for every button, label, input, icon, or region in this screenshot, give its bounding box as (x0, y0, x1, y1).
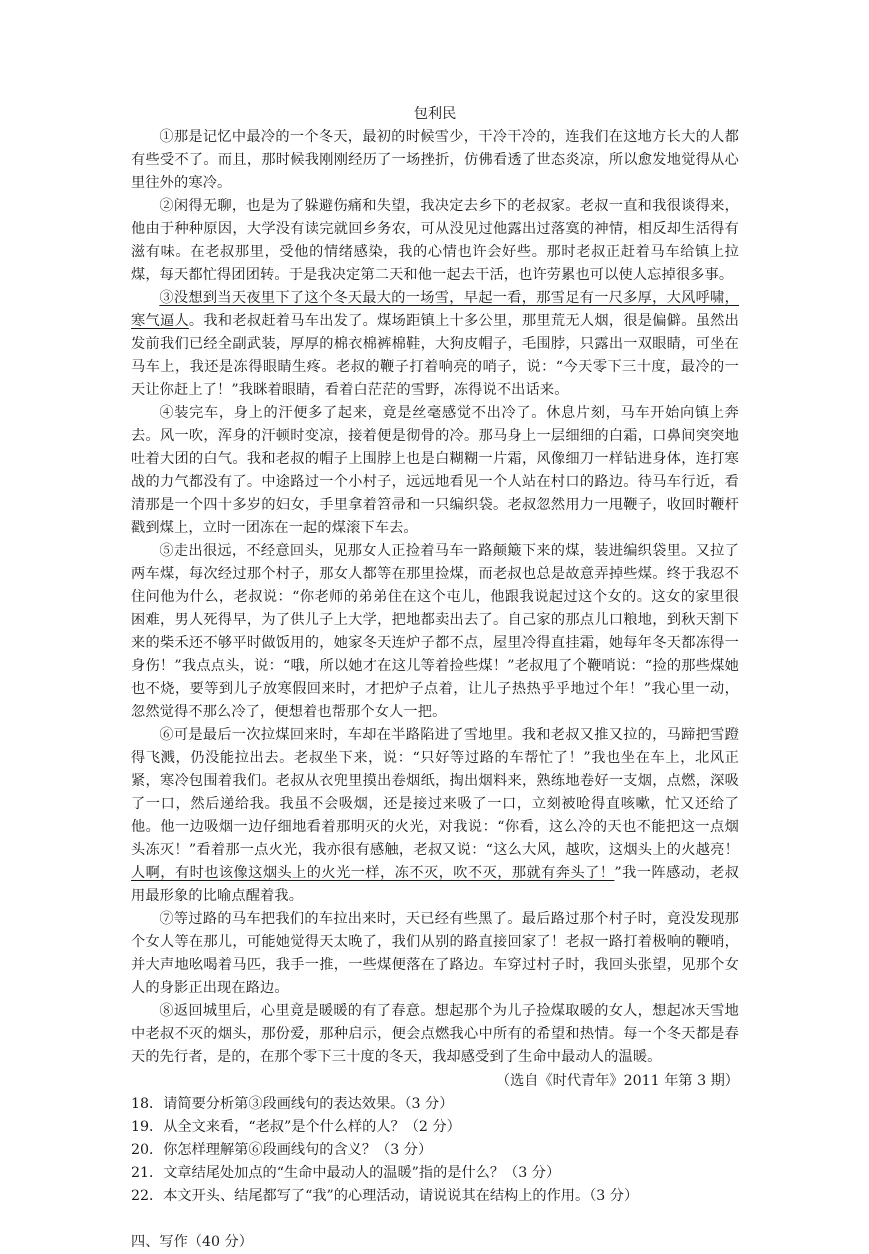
paragraph-7: ⑦等过路的马车把我们的车拉出来时，天已经有些黑了。最后路过那个村子时，竟没发现那个女人等在那儿，可能她觉得天太晚了，我们从别的路直接回家了！老叔一路打着极响的鞭哨，并大声地吆喝着马匹，我手一推，一些煤便落在了路边。车穿过村子时，我回头张望，见那个女人的身影正出现在路边。 (131, 911, 739, 996)
question-21: 21．文章结尾处加点的“生命中最动人的温暖”指的是什么？（3 分） (131, 1165, 561, 1181)
document-page (131, 103, 739, 1254)
paragraph-3 (131, 287, 739, 402)
paragraph-2: ②闲得无聊，也是为了躲避伤痛和失望，我决定去乡下的老叔家。老叔一直和我很谈得来，他由于种种原因，大学没有读完就回乡务农，可从没见过他露出过落寞的神情，相反却生活得有滋有味。在老叔那里，受他的情绪感染，我的心情也许会好些。那时老叔正赶着马车给镇上拉煤，每天都忙得团团转。于是我决定第二天和他一起去干活，也许劳累也可以使人忘掉很多事。 (131, 198, 739, 283)
underlined-sentence-3: ③没想到当天夜里下了这个冬天最大的一场雪，早起一看，那雪足有一尺多厚，大风呼啸，寒气逼人 (131, 290, 739, 329)
paragraph-8: ⑧返回城里后，心里竟是暖暖的有了春意。想起那个为儿子捡煤取暖的女人，想起冰天雪地中老叔不灭的烟头，那份爱，那种启示，便会点燃我心中所有的希望和热情。每一个冬天都是春天的先行者，是的，在那个零下三十度的冬天，我却感受到了生命中最动人的温暖。 (131, 1003, 739, 1065)
question-20: 20．你怎样理解第⑥段画线句的含义？（3 分） (131, 1142, 433, 1158)
author-name: 包利民 (413, 106, 457, 122)
source-citation: （选自《时代青年》2011 年第 3 期） (495, 1073, 739, 1089)
question-19: 19．从全文来看，“老叔”是个什么样的人？（2 分） (131, 1119, 461, 1135)
paragraph-4: ④装完车，身上的汗便多了起来，竟是丝毫感觉不出冷了。休息片刻，马车开始向镇上奔去。风一吹，浑身的汗顿时变凉，接着便是彻骨的冷。那马身上一层细细的白霜，口鼻间突突地吐着大团的白气。我和老叔的帽子上围脖上也是白糊糊一片霜，风像细刀一样钻进身体，连打寒战的力气都没有了。中途路过一个小村子，远远地看见一个人站在村口的路边。待马车行近，看清那是一个四十多岁的妇女，手里拿着笤帚和一只编织袋。老叔忽然用力一甩鞭子，收回时鞭杆戳到煤上，立时一团冻在一起的煤滚下车去。 (131, 405, 739, 536)
paragraph-1: ①那是记忆中最冷的一个冬天，最初的时候雪少，干冷干冷的，连我们在这地方长大的人都有些受不了。而且，那时候我刚刚经历了一场挫折，仿佛看透了世态炎凉，所以愈发地觉得从心里往外的寒冷。 (131, 129, 739, 191)
paragraph-5: ⑤走出很远，不经意回头，见那女人正捡着马车一路颠簸下来的煤，装进编织袋里。又拉了两车煤，每次经过那个村子，那女人都等在那里捡煤，而老叔也总是故意弄掉些煤。终于我忍不住问他为什么，老叔说：“你老师的弟弟住在这个屯儿，他跟我说起过这个女的。这女的家里很困难，男人死得早，为了供儿子上大学，把地都卖出去了。自己家的那点儿口粮地，到秋天割下来的柴禾还不够平时做饭用的，她家冬天连炉子都不点，屋里冷得直挂霜，她每年冬天都冻得一身伤！”我点点头，说：“哦，所以她才在这儿等着捡些煤！”老叔甩了个鞭哨说：“捡的那些煤她也不烧，要等到儿子放寒假回来时，才把炉子点着，让儿子热热乎乎地过个年！”我心里一动，忽然觉得不那么冷了，便想着也帮那个女人一把。 (131, 543, 739, 720)
paragraph-3-rest: 。我和老叔赶着马车出发了。煤场距镇上十多公里，那里荒无人烟，很是偏僻。虽然出发前我们已经全副武装，厚厚的棉衣棉裤棉鞋，大狗皮帽子，毛围脖，只露出一双眼睛，可坐在马车上，我还是冻得眼睛生疼。老叔的鞭子打着响亮的哨子，说：“今天零下三十度，最冷的一天让你赶上了！”我眯着眼睛，看着白茫茫的雪野，冻得说不出话来。 (131, 313, 739, 398)
section-heading: 四、写作（40 分） (131, 1234, 253, 1250)
question-22: 22．本文开头、结尾都写了“我”的心理活动，请说说其在结构上的作用。（3 分） (131, 1188, 639, 1204)
question-18: 18．请简要分析第③段画线句的表达效果。（3 分） (131, 1096, 454, 1112)
underlined-sentence-6: 人啊，有时也该像这烟头上的火光一样，冻不灭，吹不灭，那就有奔头了！ (131, 865, 615, 881)
paragraph-6-text: ⑥可是最后一次拉煤回来时，车却在半路陷进了雪地里。我和老叔又推又拉的，马蹄把雪蹬得飞溅，仍没能拉出去。老叔坐下来，说：“只好等过路的车帮忙了！”我也坐在车上，北风正紧，寒冷包围着我们。老叔从衣兜里摸出卷烟纸，掏出烟料来，熟练地卷好一支烟，点燃，深吸了一口，然后递给我。我虽不会吸烟，还是接过来吸了一口，立刻被呛得直咳嗽，忙又还给了他。他一边吸烟一边仔细地看着那明灭的火光，对我说：“你看，这么冷的天也不能把这一点烟头冻灭！”看着那一点火光，我亦很有感触，老叔又说：“这么大风，越吹，这烟头上的火越亮！ (131, 727, 739, 858)
paragraph-6-after: ”我一阵感动，老叔用最形象的比喻点醒着我。 (131, 865, 739, 904)
paragraph-6 (131, 724, 739, 908)
